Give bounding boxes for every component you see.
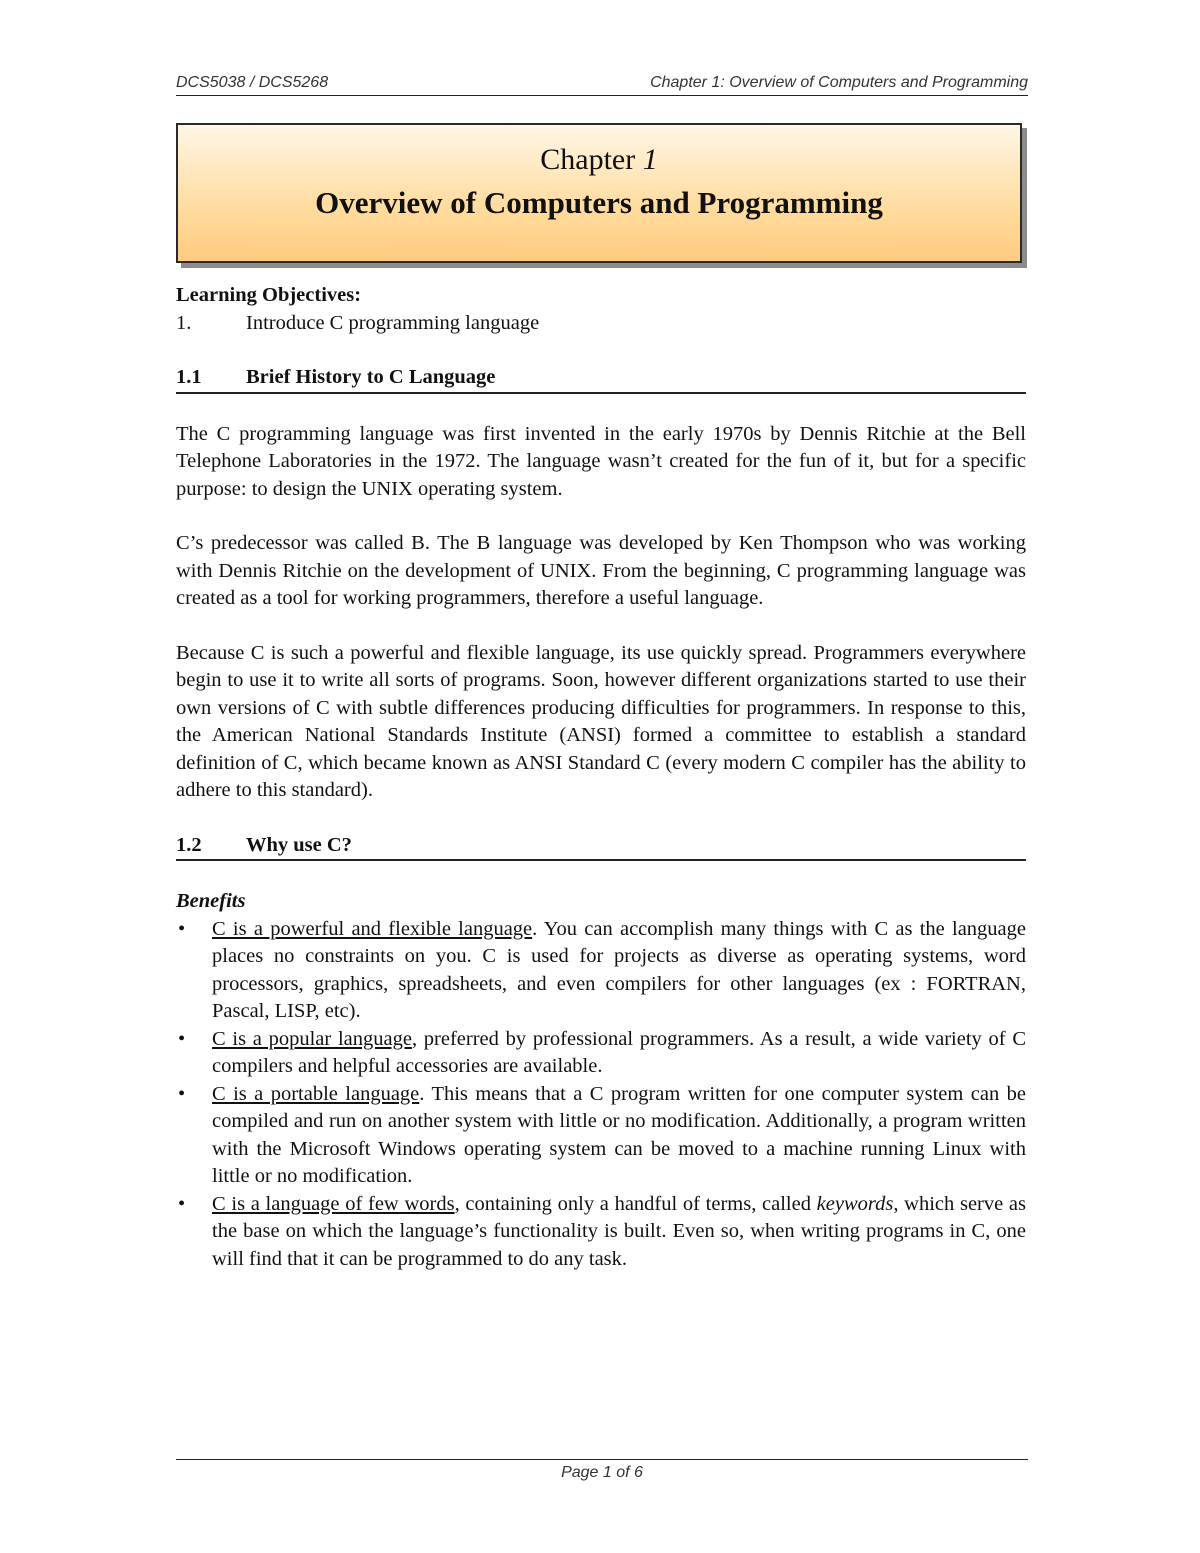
chapter-number: 1 <box>642 143 658 176</box>
paragraph: C’s predecessor was called B. The B language was developed by Ken Thompson who was working with Dennis Ritchie on the development of UNIX. From the beginning, C programming language was created as a tool for working programmers, therefore a useful language. <box>176 532 1026 609</box>
chapter-label: Chapter 1 <box>540 143 658 176</box>
bullet-icon: • <box>178 1192 186 1215</box>
bullet-icon: • <box>178 1082 186 1105</box>
objectives-heading: Learning Objectives: <box>176 284 362 306</box>
chapter-title: Overview of Computers and Programming <box>315 185 883 220</box>
bullet-icon: • <box>178 917 186 940</box>
running-title: Chapter 1: Overview of Computers and Programming <box>650 74 1028 91</box>
bullet-icon: • <box>178 1027 186 1050</box>
paragraph: Because C is such a powerful and flexible language, its use quickly spread. Programmers everywhere begin to use it to write all sorts of programs. Soon, however different organizations started to use their own versions of C with subtle differences producing difficulties for programmers. In response to this, the American National Standards Institute (ANSI) formed a committee to establish a standard definition of C, which became known as ANSI Standard C (every modern C compiler has the ability to adhere to this standard). <box>176 641 1026 801</box>
paragraph: The C programming language was first invented in the early 1970s by Dennis Ritchie at the Bell Telephone Laboratories in the 1972. The language wasn’t created for the fun of it, but for a specific purpose: to design the UNIX operating system. <box>176 422 1026 500</box>
page-footer <box>176 1459 1028 1482</box>
list-item: • C is a popular language, preferred by professional programmers. As a result, a wide variety of C compilers and helpful accessories are available. <box>178 1027 1026 1077</box>
course-code: DCS5038 / DCS5268 <box>176 74 329 91</box>
benefits-list <box>176 916 1026 1274</box>
section-heading-1-2: 1.2 Why use C? <box>176 832 1026 862</box>
page-header <box>176 72 1028 96</box>
page-body <box>176 282 1026 1273</box>
chapter-title-box <box>176 123 1022 263</box>
list-item: • C is a portable language. This means that a C program written for one computer system can be compiled and run on another system with little or no modification. Additionally, a program written with the Microsoft Windows operating system can be moved to a machine running Linux with little or no modification. <box>178 1082 1026 1187</box>
benefits-label: Benefits <box>176 890 246 912</box>
objective-item: 1. Introduce C programming language <box>176 311 540 334</box>
list-item: • C is a powerful and flexible language. You can accomplish many things with C as the language places no constraints on you. C is used for projects as diverse as operating systems, word processors, graphics, spreadsheets, and even compilers for other languages (ex : FORTRAN, Pascal, LISP, etc). <box>178 917 1026 1022</box>
list-item: • C is a language of few words, containing only a handful of terms, called keywords, which serve as the base on which the language’s functionality is built. Even so, when writing programs in C, one will find that it can be programmed to do any task. <box>178 1192 1026 1270</box>
section-heading-1-1: 1.1 Brief History to C Language <box>176 364 1026 394</box>
page-number: Page 1 of 6 <box>561 1464 643 1481</box>
